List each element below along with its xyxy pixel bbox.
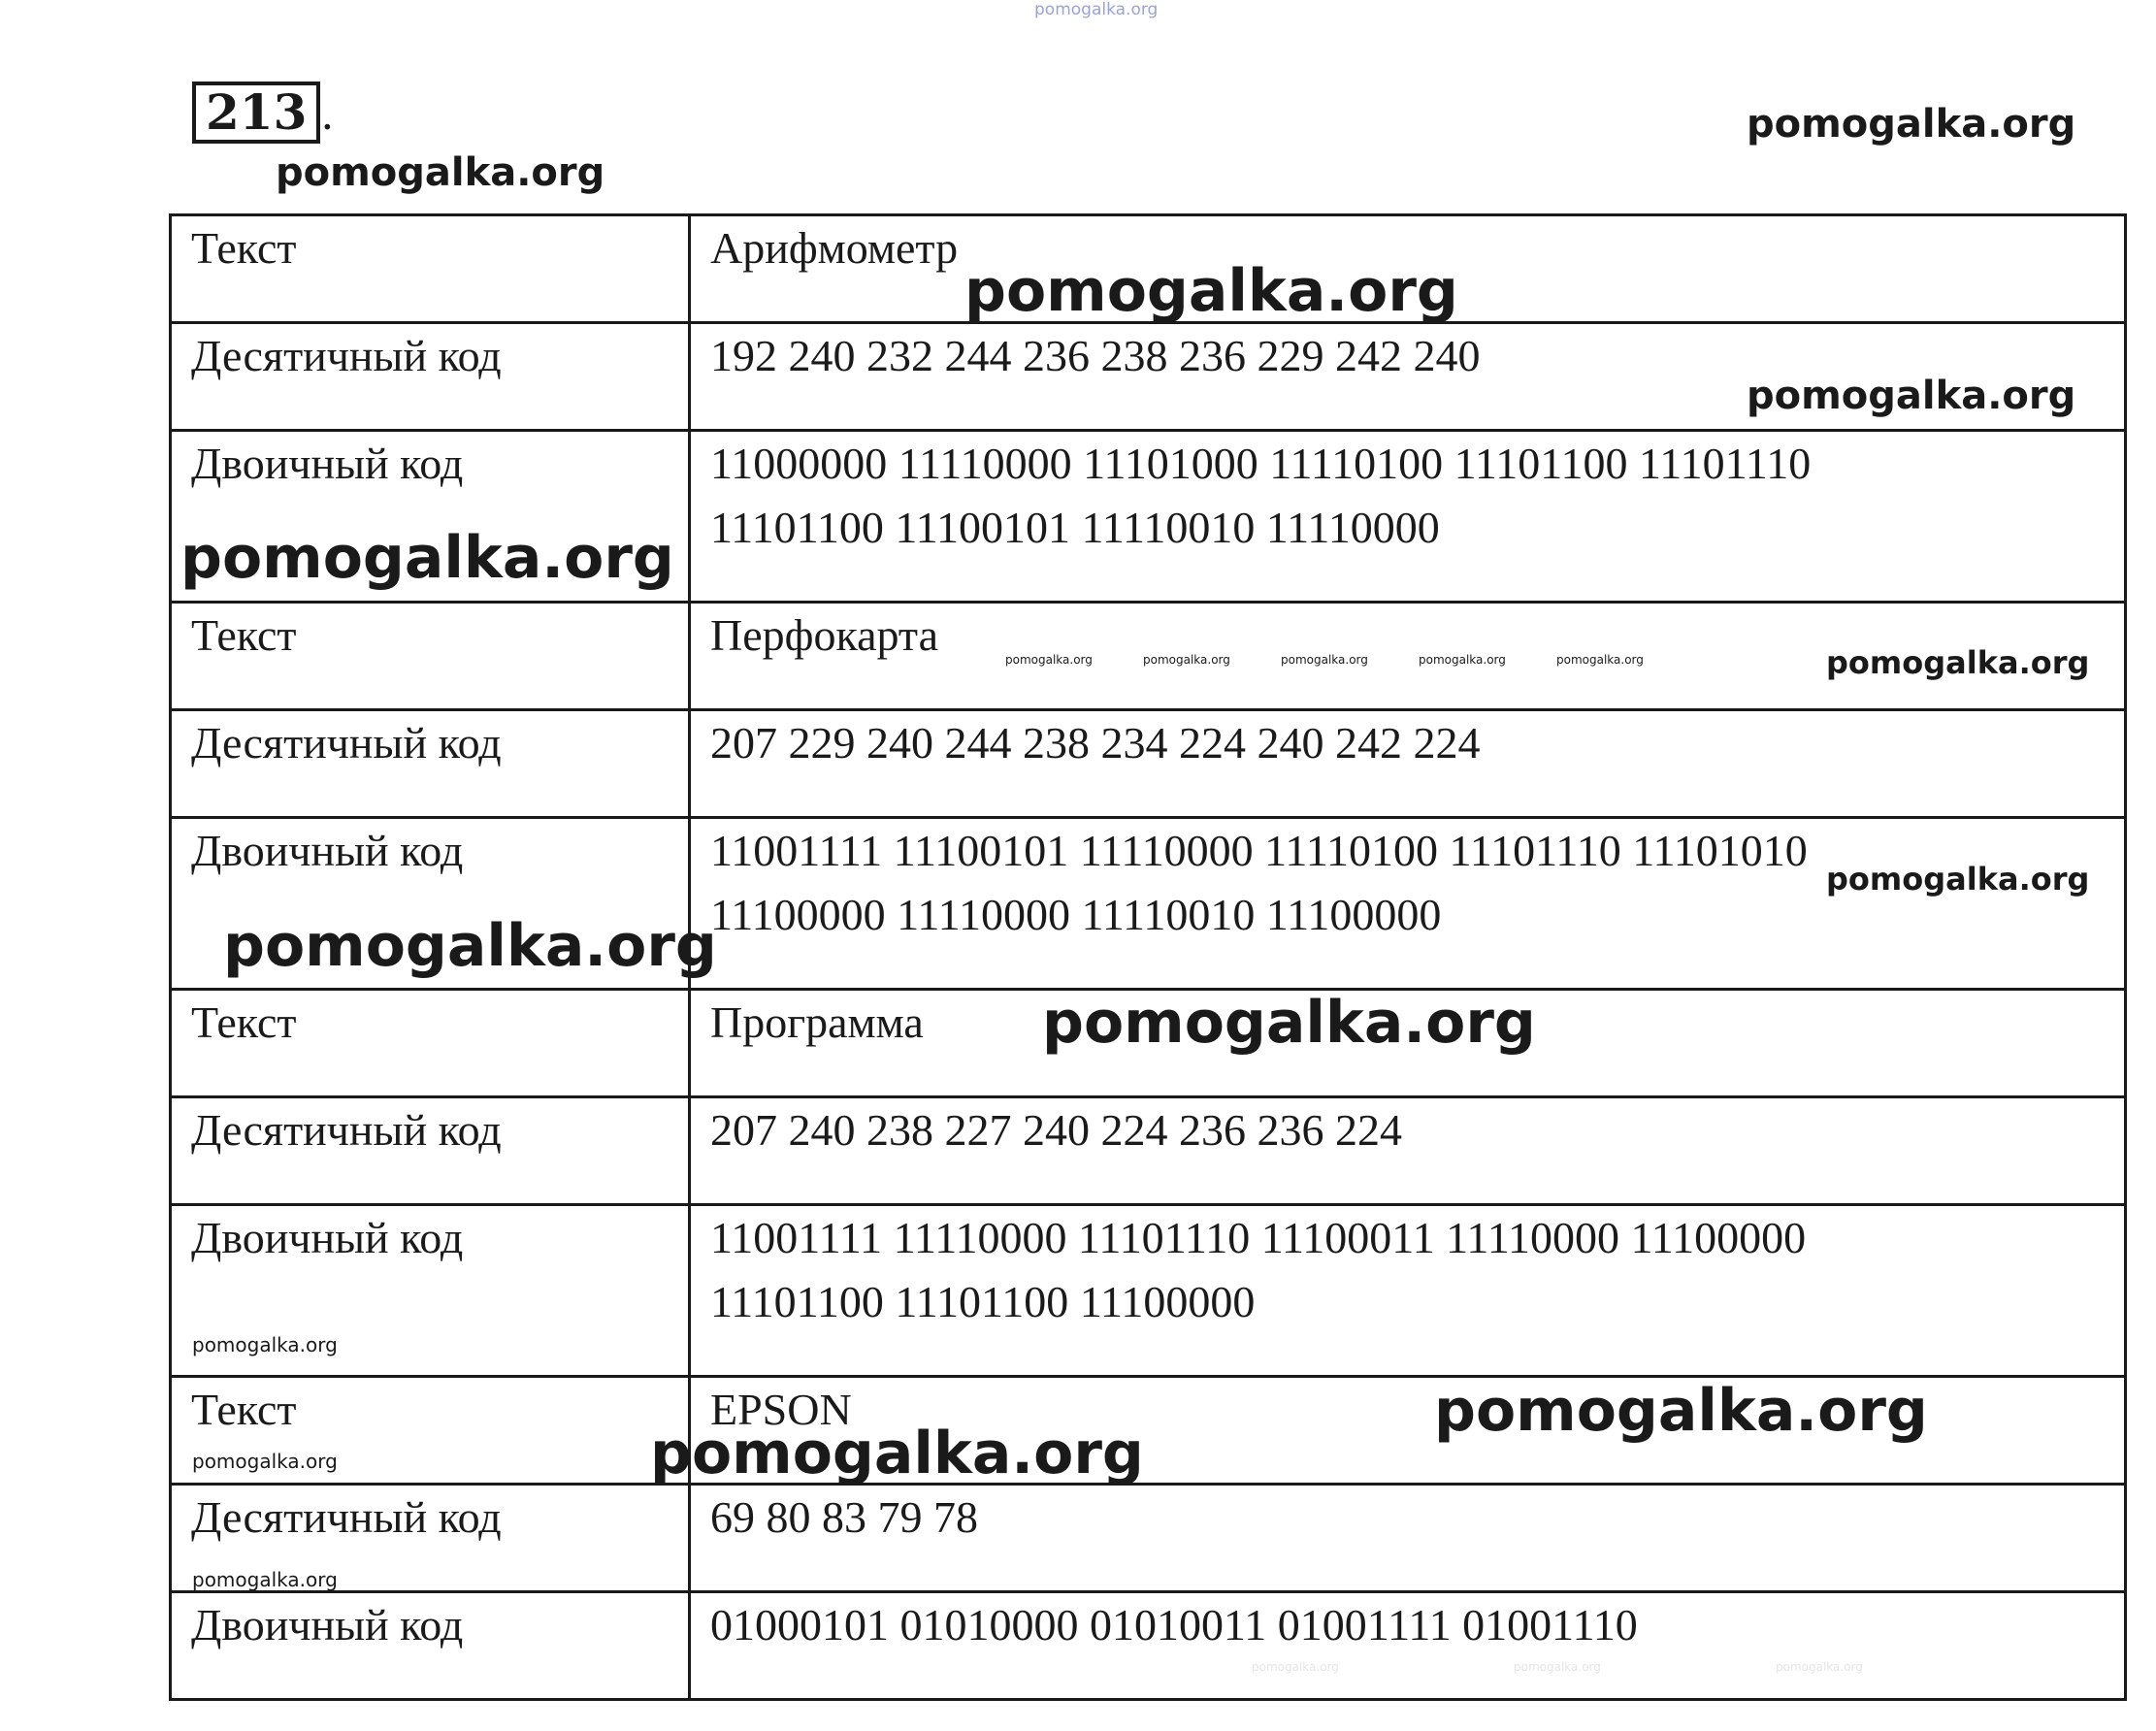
watermark-text: pomogalka.org (1826, 644, 2090, 681)
watermark-text: pomogalka.org (1042, 989, 1536, 1057)
row-value: Перфокарта (690, 603, 2126, 710)
row-value: 192 240 232 244 236 238 236 229 242 240 (690, 323, 2126, 431)
row-value: 11001111 11110000 11101110 11100011 11110000 11100000 11101100 11101100 11100000 (690, 1205, 2126, 1377)
watermark-text: pomogalka.org (1143, 653, 1230, 667)
row-value: 11001111 11100101 11110000 11110100 11101110 11101010 11100000 11110000 11110010 11100000 (690, 818, 2126, 990)
table-row (171, 1097, 2126, 1205)
row-label: Двоичный код (171, 1592, 690, 1700)
row-value: 11000000 11110000 11101000 11110100 11101100 11101110 11101100 11100101 11110010 11110000 (690, 431, 2126, 603)
watermark-text: pomogalka.org (1005, 653, 1093, 667)
row-label: Десятичный код (171, 710, 690, 818)
watermark-text: pomogalka.org (1747, 102, 2076, 147)
row-value: Программа (690, 990, 2126, 1097)
watermark-text: pomogalka.org (1776, 1660, 1863, 1674)
row-value: Арифмометр (690, 215, 2126, 323)
watermark-text: pomogalka.org (192, 1568, 338, 1591)
watermark-text: pomogalka.org (192, 1333, 338, 1356)
watermark-text: pomogalka.org (1747, 374, 2076, 418)
row-value: 207 229 240 244 238 234 224 240 242 224 (690, 710, 2126, 818)
watermark-text: pomogalka.org (1252, 1660, 1339, 1674)
task-number (192, 82, 334, 140)
table-row (171, 710, 2126, 818)
row-label: Текст (171, 215, 690, 323)
table-row (171, 1592, 2126, 1700)
watermark-text: pomogalka.org (180, 524, 674, 592)
row-value: 01000101 01010000 01010011 01001111 01001110 (690, 1592, 2126, 1700)
table-row (171, 1485, 2126, 1592)
row-label: Двоичный код (171, 1205, 690, 1377)
watermark-top: pomogalka.org (1034, 0, 1159, 19)
row-value: 207 240 238 227 240 224 236 236 224 (690, 1097, 2126, 1205)
watermark-text: pomogalka.org (1434, 1377, 1928, 1445)
watermark-text: pomogalka.org (650, 1420, 1144, 1487)
table-row (171, 1205, 2126, 1377)
task-number-box: 213 (192, 82, 320, 144)
row-label: Двоичный код (171, 818, 690, 990)
watermark-text: pomogalka.org (964, 257, 1458, 325)
watermark-text: pomogalka.org (1826, 861, 2090, 898)
watermark-text: pomogalka.org (1514, 1660, 1601, 1674)
watermark-text: pomogalka.org (1419, 653, 1506, 667)
row-label: Двоичный код (171, 431, 690, 603)
watermark-text: pomogalka.org (276, 150, 605, 195)
watermark-text: pomogalka.org (192, 1450, 338, 1473)
row-label: Текст (171, 1377, 690, 1485)
task-number-dot: . (320, 90, 335, 140)
row-label: Десятичный код (171, 1097, 690, 1205)
row-value: 69 80 83 79 78 (690, 1485, 2126, 1592)
row-value: EPSON (690, 1377, 2126, 1485)
row-label: Текст (171, 603, 690, 710)
watermark-text: pomogalka.org (223, 912, 717, 980)
watermark-text: pomogalka.org (1281, 653, 1368, 667)
row-label: Десятичный код (171, 323, 690, 431)
watermark-text: pomogalka.org (1556, 653, 1644, 667)
row-label: Десятичный код (171, 1485, 690, 1592)
row-label: Текст (171, 990, 690, 1097)
